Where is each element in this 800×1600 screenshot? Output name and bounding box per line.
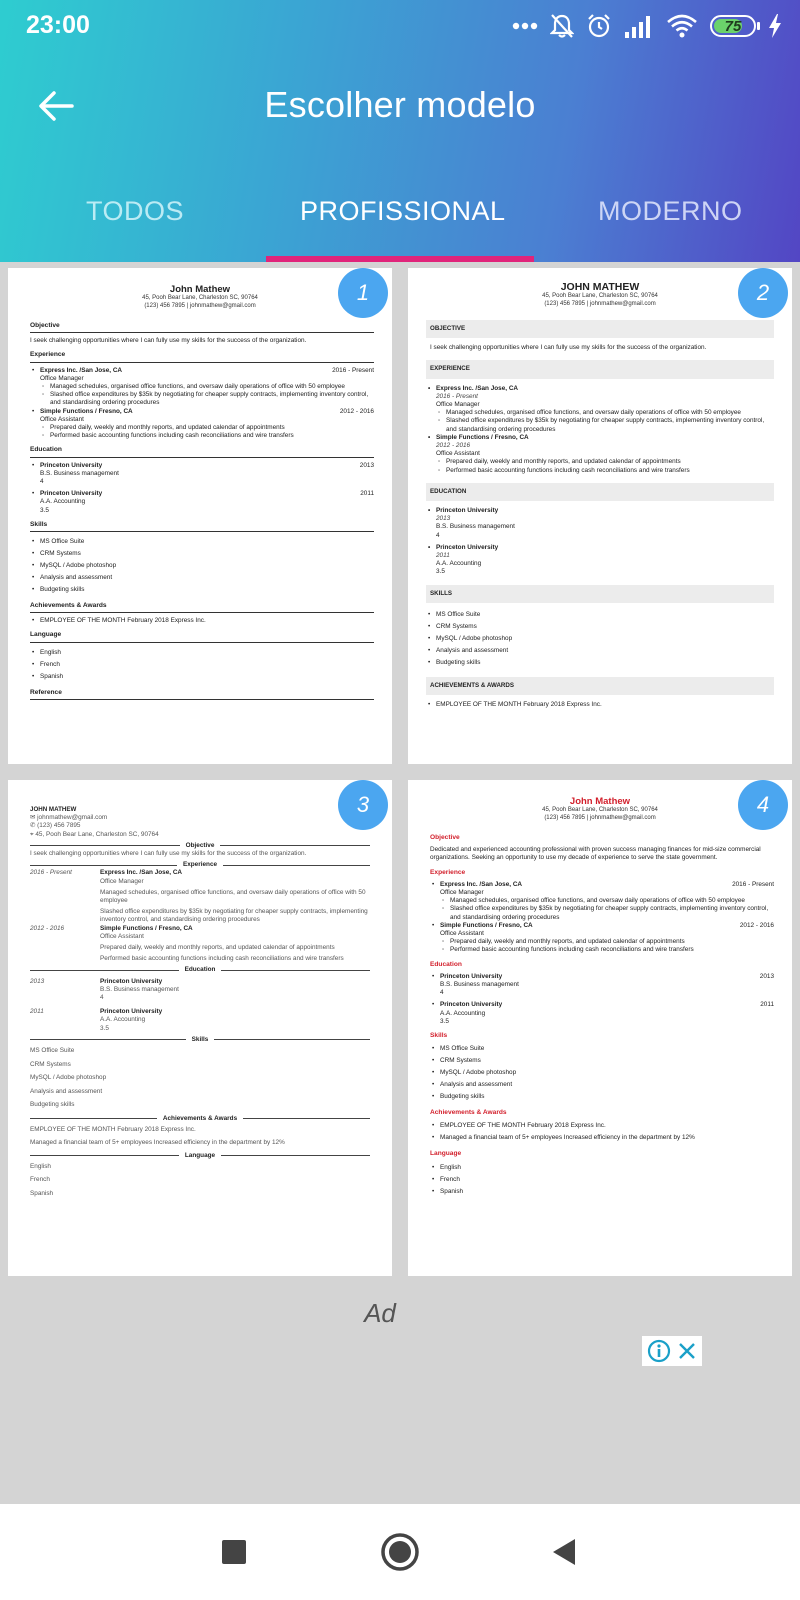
resume-text: • Managed a financial team of 5+ employees Increased efficiency in the department by 12% bbox=[430, 1132, 774, 1144]
resume-section-title: Reference bbox=[30, 689, 374, 700]
resume-text: ◦ Performed basic accounting functions including cash reconciliations and wire transfers bbox=[30, 432, 374, 440]
resume-text: • MS Office Suite bbox=[30, 536, 374, 548]
resume-text: • MySQL / Adobe photoshop bbox=[30, 560, 374, 572]
resume-section-title: Language bbox=[430, 1150, 462, 1158]
resume-text: ◦ Performed basic accounting functions including cash reconciliations and wire transfers bbox=[430, 946, 774, 954]
resume-text: 2016 - Present bbox=[332, 366, 374, 374]
resume-section-title: OBJECTIVE bbox=[426, 320, 774, 338]
resume-text: • MySQL / Adobe photoshop bbox=[430, 1067, 774, 1079]
resume-text bbox=[430, 1001, 774, 1009]
resume-text: ◦ Prepared daily, weekly and monthly reports, and updated calendar of appointments bbox=[430, 938, 774, 946]
resume-text: • Express Inc. /San Jose, CA bbox=[440, 880, 523, 888]
resume-preview bbox=[8, 268, 392, 700]
resume-preview bbox=[408, 268, 792, 709]
resume-text: Objective bbox=[185, 841, 215, 849]
resume-name: John Mathew bbox=[569, 796, 631, 807]
resume-section-title bbox=[30, 1036, 370, 1044]
resume-text: 2012 - 2016 bbox=[739, 921, 774, 929]
resume-section-title: Skills bbox=[430, 1032, 448, 1040]
resume-text: • French bbox=[30, 659, 374, 671]
resume-text: Spanish bbox=[30, 1189, 54, 1197]
resume-text: 2011 bbox=[30, 1008, 44, 1016]
signal-icon bbox=[624, 14, 654, 38]
resume-text: Managed schedules, organised office functions, and oversaw daily operations of office with 50 employee bbox=[100, 888, 366, 905]
resume-text: ✆ (123) 456 7895 bbox=[30, 822, 81, 830]
resume-text: Princeton University bbox=[100, 977, 163, 985]
resume-section-title: Achievements & Awards bbox=[30, 602, 374, 613]
resume-text: Budgeting skills bbox=[30, 1101, 75, 1109]
resume-text: A.A. Accounting bbox=[440, 1009, 486, 1017]
resume-text: • Analysis and assessment bbox=[426, 645, 774, 657]
resume-text: 2011 bbox=[760, 1001, 774, 1009]
resume-text: English bbox=[30, 1162, 51, 1170]
resume-text: B.S. Business management bbox=[40, 469, 119, 477]
home-button[interactable] bbox=[378, 1530, 422, 1574]
template-card-4[interactable] bbox=[408, 780, 792, 1276]
resume-text bbox=[30, 925, 370, 964]
resume-section-title: EXPERIENCE bbox=[426, 360, 774, 378]
resume-section-title bbox=[30, 1152, 370, 1160]
resume-section-title: Achievements & Awards bbox=[430, 1109, 507, 1117]
resume-text: • Spanish bbox=[30, 671, 374, 683]
resume-section-title: Experience bbox=[30, 351, 374, 362]
back-nav-button[interactable] bbox=[542, 1530, 586, 1574]
resume-text: Prepared daily, weekly and monthly reports, and updated calendar of appointments bbox=[100, 944, 335, 952]
resume-text: Office Assistant bbox=[40, 415, 84, 423]
resume-text: Office Manager bbox=[436, 401, 480, 409]
info-icon[interactable] bbox=[647, 1339, 671, 1363]
ad-choices[interactable] bbox=[642, 1336, 702, 1366]
template-number-badge: 1 bbox=[338, 268, 388, 318]
more-dots-icon bbox=[512, 22, 538, 30]
app-header bbox=[0, 0, 800, 262]
template-card-1[interactable] bbox=[8, 268, 392, 764]
resume-preview bbox=[8, 780, 392, 1200]
resume-text: Experience bbox=[182, 861, 218, 869]
resume-text bbox=[30, 1008, 370, 1033]
resume-text: 2012 - 2016 bbox=[30, 924, 65, 932]
resume-section-title bbox=[30, 1115, 370, 1123]
resume-text: 3.5 bbox=[100, 1024, 109, 1032]
resume-text: • MySQL / Adobe photoshop bbox=[426, 633, 774, 645]
resume-text: • Express Inc. /San Jose, CA bbox=[40, 366, 123, 374]
resume-text: Language bbox=[184, 1151, 216, 1159]
resume-text: • Princeton University bbox=[426, 507, 774, 515]
resume-text: 3.5 bbox=[440, 1017, 449, 1025]
page-title: Escolher modelo bbox=[264, 84, 536, 125]
resume-text: • English bbox=[30, 647, 374, 659]
resume-text: • MS Office Suite bbox=[430, 1043, 774, 1055]
resume-text: • Princeton University bbox=[426, 544, 774, 552]
resume-text: Slashed office expenditures by $35k by negotiating for cheaper supply contracts, implementing inventory control, and standardising ordering procedures bbox=[100, 908, 368, 924]
resume-text: • Simple Functions / Fresno, CA bbox=[440, 921, 533, 929]
resume-text: • English bbox=[430, 1162, 774, 1174]
resume-preview bbox=[408, 780, 792, 1198]
resume-text: A.A. Accounting bbox=[436, 560, 482, 568]
resume-address: 45, Pooh Bear Lane, Charleston SC, 90764 bbox=[542, 293, 658, 299]
resume-text: • MS Office Suite bbox=[426, 609, 774, 621]
resume-text: 2012 - 2016 bbox=[436, 442, 471, 450]
triangle-back-icon bbox=[550, 1537, 578, 1567]
resume-section-title: Experience bbox=[430, 868, 466, 876]
resume-text bbox=[430, 881, 774, 889]
resume-section-title: ACHIEVEMENTS & AWARDS bbox=[426, 677, 774, 695]
resume-text: ◦ Managed schedules, organised office functions, and oversaw daily operations of office with 50 employee bbox=[30, 383, 374, 391]
resume-text: • Princeton University bbox=[440, 1001, 503, 1009]
battery-cap bbox=[757, 22, 760, 30]
resume-text: • Budgeting skills bbox=[426, 657, 774, 669]
resume-text: 4 bbox=[100, 994, 104, 1002]
resume-text: 2013 bbox=[359, 461, 374, 469]
template-number-badge: 3 bbox=[338, 780, 388, 830]
resume-text: • EMPLOYEE OF THE MONTH February 2018 Express Inc. bbox=[430, 1120, 774, 1132]
resume-contact: (123) 456 7895 | johnmathew@gmail.com bbox=[544, 300, 656, 307]
resume-text: A.A. Accounting bbox=[40, 498, 86, 506]
resume-text: • Simple Functions / Fresno, CA bbox=[426, 434, 774, 442]
resume-section-title: Skills bbox=[30, 521, 374, 532]
resume-text: • EMPLOYEE OF THE MONTH February 2018 Express Inc. bbox=[30, 617, 374, 625]
template-number-badge: 4 bbox=[738, 780, 788, 830]
resume-text: 2013 bbox=[30, 977, 45, 985]
resume-name: John Mathew bbox=[169, 284, 231, 295]
resume-text: johnmathew@gmail.com bbox=[37, 814, 108, 822]
resume-text: • Analysis and assessment bbox=[430, 1079, 774, 1091]
status-time: 23:00 bbox=[26, 11, 90, 39]
resume-text: Office Manager bbox=[40, 374, 84, 382]
resume-text: • CRM Systems bbox=[426, 621, 774, 633]
resume-text: ◦ Managed schedules, organised office functions, and oversaw daily operations of office with 50 employee bbox=[426, 409, 774, 417]
category-tabs bbox=[0, 182, 800, 262]
resume-text: Skills bbox=[191, 1035, 209, 1043]
resume-text: A.A. Accounting bbox=[100, 1016, 146, 1024]
resume-text: 2013 bbox=[436, 515, 451, 523]
resume-text: • Spanish bbox=[430, 1186, 774, 1198]
resume-text: 4 bbox=[440, 989, 444, 997]
resume-text: B.S. Business management bbox=[436, 523, 515, 531]
resume-text bbox=[30, 408, 374, 416]
close-icon[interactable] bbox=[677, 1341, 697, 1361]
tab-profissional[interactable]: PROFISSIONAL bbox=[300, 196, 506, 226]
resume-text: Education bbox=[184, 966, 216, 974]
resume-section-title: EDUCATION bbox=[426, 483, 774, 501]
resume-text: Princeton University bbox=[100, 1008, 163, 1016]
resume-text: ◦ Slashed office expenditures by $35k by negotiating for cheaper supply contracts, implementing inventory control, and standardising ordering procedures bbox=[30, 391, 374, 407]
resume-text bbox=[30, 367, 374, 375]
resume-text: 4 bbox=[436, 531, 440, 539]
resume-text: • Express Inc. /San Jose, CA bbox=[426, 385, 774, 393]
resume-text: 2013 bbox=[759, 972, 774, 980]
resume-text: 2011 bbox=[436, 552, 450, 560]
template-card-3[interactable] bbox=[8, 780, 392, 1276]
resume-text: 2012 - 2016 bbox=[339, 407, 374, 415]
resume-text: Express Inc. /San Jose, CA bbox=[100, 869, 183, 877]
resume-text: • Princeton University bbox=[40, 461, 103, 469]
resume-text: • Analysis and assessment bbox=[30, 572, 374, 584]
resume-text: ◦ Prepared daily, weekly and monthly reports, and updated calendar of appointments bbox=[426, 458, 774, 466]
resume-text: MS Office Suite bbox=[30, 1047, 75, 1055]
recents-button[interactable] bbox=[212, 1530, 256, 1574]
resume-text: • French bbox=[430, 1174, 774, 1186]
resume-text: • Budgeting skills bbox=[30, 584, 374, 596]
resume-text: Analysis and assessment bbox=[30, 1087, 103, 1095]
tab-todos[interactable]: TODOS bbox=[86, 196, 185, 226]
resume-text: ◦ Managed schedules, organised office functions, and oversaw daily operations of office with 50 employee bbox=[430, 897, 774, 905]
resume-text bbox=[430, 922, 774, 930]
resume-text: Achievements & Awards bbox=[162, 1114, 238, 1122]
bell-off-icon bbox=[550, 13, 574, 39]
resume-section-title: Objective bbox=[30, 322, 374, 333]
square-icon bbox=[221, 1539, 247, 1565]
resume-text: Office Manager bbox=[100, 877, 144, 885]
resume-text: I seek challenging opportunities where I can fully use my skills for the success of the organization. bbox=[430, 344, 707, 352]
resume-text: EMPLOYEE OF THE MONTH February 2018 Express Inc. bbox=[30, 1125, 196, 1133]
battery-icon bbox=[710, 15, 756, 37]
resume-text: • CRM Systems bbox=[430, 1055, 774, 1067]
resume-text: • CRM Systems bbox=[30, 548, 374, 560]
resume-text: ◦ Slashed office expenditures by $35k by negotiating for cheaper supply contracts, implementing inventory control, and standardising ordering procedures bbox=[430, 905, 774, 921]
resume-text: MySQL / Adobe photoshop bbox=[30, 1074, 107, 1082]
resume-text: • EMPLOYEE OF THE MONTH February 2018 Express Inc. bbox=[426, 701, 774, 709]
resume-section-title: Objective bbox=[430, 834, 460, 841]
resume-text bbox=[30, 490, 374, 498]
resume-name: JOHN MATHEW bbox=[560, 281, 640, 293]
resume-text: 45, Pooh Bear Lane, Charleston SC, 90764 bbox=[35, 830, 159, 838]
resume-text: Office Assistant bbox=[100, 932, 144, 940]
resume-text: ⌖ 45, Pooh Bear Lane, Charleston SC, 90764 bbox=[30, 830, 159, 838]
active-tab-indicator bbox=[266, 256, 534, 262]
resume-text: ◦ Performed basic accounting functions including cash reconciliations and wire transfers bbox=[426, 467, 774, 475]
resume-section-title: Education bbox=[30, 446, 374, 457]
resume-text: Office Assistant bbox=[436, 450, 480, 458]
resume-text: ✉ johnmathew@gmail.com bbox=[30, 814, 108, 822]
ad-label: Ad bbox=[364, 1298, 396, 1328]
resume-section-title: Education bbox=[430, 960, 462, 968]
resume-text: • Princeton University bbox=[40, 490, 103, 498]
resume-text: • Budgeting skills bbox=[430, 1091, 774, 1103]
resume-text: I seek challenging opportunities where I can fully use my skills for the success of the organization. bbox=[30, 337, 307, 345]
resume-text: • Princeton University bbox=[440, 972, 503, 980]
template-card-2[interactable] bbox=[408, 268, 792, 764]
resume-text: Performed basic accounting functions including cash reconciliations and wire transfers bbox=[100, 955, 344, 963]
resume-text: Dedicated and experienced accounting professional with proven success managing finances for mid-size commercial organizations. Seeking an opportunity to use my decade of experience to serve the state government. bbox=[430, 846, 761, 862]
system-nav-bar bbox=[0, 1504, 800, 1600]
resume-text: 2016 - Present bbox=[732, 880, 774, 888]
status-bar bbox=[0, 0, 800, 50]
resume-text: 4 bbox=[40, 478, 44, 486]
resume-text: • Simple Functions / Fresno, CA bbox=[40, 407, 133, 415]
resume-contact: (123) 456 7895 | johnmathew@gmail.com bbox=[144, 302, 256, 309]
resume-section-title: Language bbox=[30, 631, 374, 642]
template-number-badge: 2 bbox=[738, 268, 788, 318]
resume-text: Office Assistant bbox=[440, 930, 484, 938]
resume-contact: (123) 456 7895 | johnmathew@gmail.com bbox=[544, 814, 656, 821]
resume-text: 3.5 bbox=[40, 506, 49, 514]
resume-text: French bbox=[30, 1176, 50, 1184]
resume-text bbox=[30, 869, 370, 924]
resume-text: 3.5 bbox=[436, 568, 445, 576]
resume-text: ◦ Slashed office expenditures by $35k by negotiating for cheaper supply contracts, implementing inventory control, and standardising ordering procedures bbox=[426, 417, 774, 433]
resume-text: Office Manager bbox=[440, 889, 484, 897]
resume-text bbox=[30, 978, 370, 1003]
resume-section-title bbox=[30, 842, 370, 850]
resume-text: CRM Systems bbox=[30, 1060, 71, 1068]
resume-address: 45, Pooh Bear Lane, Charleston SC, 90764 bbox=[542, 807, 658, 813]
resume-text: ◦ Prepared daily, weekly and monthly reports, and updated calendar of appointments bbox=[30, 424, 374, 432]
circle-icon bbox=[380, 1532, 420, 1572]
resume-address: 45, Pooh Bear Lane, Charleston SC, 90764 bbox=[142, 295, 258, 301]
resume-name: JOHN MATHEW bbox=[30, 806, 77, 813]
resume-text: Managed a financial team of 5+ employees Increased efficiency in the department by 12% bbox=[30, 1138, 285, 1146]
resume-text: I seek challenging opportunities where I can fully use my skills for the success of the organization. bbox=[30, 850, 307, 858]
alarm-icon bbox=[586, 13, 612, 39]
resume-text: Simple Functions / Fresno, CA bbox=[100, 924, 193, 932]
status-icons bbox=[512, 12, 782, 40]
resume-text bbox=[30, 462, 374, 470]
charging-icon bbox=[768, 14, 782, 38]
resume-section-title bbox=[30, 861, 370, 869]
resume-text: B.S. Business management bbox=[100, 985, 179, 993]
resume-text: 2011 bbox=[360, 490, 374, 498]
resume-section-title bbox=[30, 966, 370, 974]
resume-text: (123) 456 7895 bbox=[37, 822, 81, 830]
resume-text: 2016 - Present bbox=[436, 392, 478, 400]
resume-section-title: SKILLS bbox=[426, 585, 774, 603]
wifi-icon bbox=[666, 14, 698, 38]
resume-text: B.S. Business management bbox=[440, 981, 519, 989]
resume-text: 2016 - Present bbox=[30, 869, 72, 877]
battery-level-text: 75 bbox=[724, 17, 742, 35]
resume-text bbox=[430, 973, 774, 981]
tab-moderno[interactable]: MODERNO bbox=[598, 196, 743, 226]
